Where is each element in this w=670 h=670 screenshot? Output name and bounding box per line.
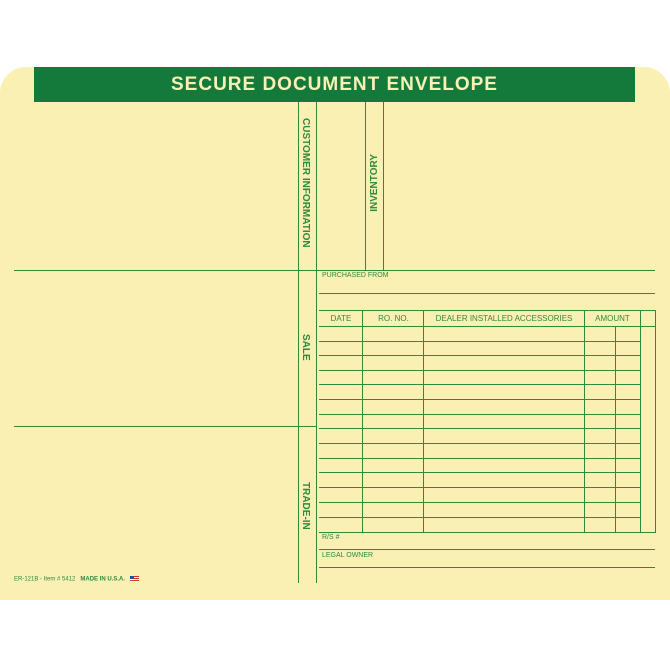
table-outer-right [655, 310, 656, 533]
divider-inventory-left [365, 102, 366, 270]
customer-information-label: CUSTOMER INFORMATION [300, 118, 311, 248]
divider-vertical-right [316, 102, 317, 583]
rs-number-label: R/S # [322, 534, 340, 541]
table-row-line [319, 502, 641, 503]
envelope-title: SECURE DOCUMENT ENVELOPE [34, 67, 635, 102]
us-flag-icon [130, 576, 139, 582]
table-row-line [319, 443, 641, 444]
divider-sale-top [14, 270, 655, 271]
divider-trade-top [14, 426, 316, 427]
trade-in-label: TRADE-IN [300, 482, 311, 530]
column-header-amount: AMOUNT [595, 314, 630, 323]
column-header-date: DATE [330, 314, 352, 323]
table-col-divider [362, 310, 363, 533]
rs-number-line [319, 549, 655, 550]
table-col-divider [423, 310, 424, 533]
legal-owner-line [319, 567, 655, 568]
table-row-line [319, 517, 641, 518]
table-row-line [319, 472, 641, 473]
purchased-from-label: PURCHASED FROM [322, 272, 389, 279]
table-row-line [319, 487, 641, 488]
sale-label: SALE [300, 334, 311, 361]
table-top-line [319, 310, 655, 311]
table-row-line [319, 414, 641, 415]
table-row-line [319, 428, 641, 429]
purchased-from-line [319, 293, 655, 294]
table-row-line [319, 370, 641, 371]
made-in-label: MADE IN U.S.A. [80, 576, 126, 583]
column-header-accessories: DEALER INSTALLED ACCESSORIES [435, 314, 573, 323]
table-header-line [319, 326, 655, 327]
table-row-line [319, 355, 641, 356]
item-code: ER-121B - Item # 5412 [14, 576, 76, 583]
divider-inventory-right [383, 102, 384, 270]
legal-owner-label: LEGAL OWNER [322, 552, 374, 559]
table-row-line [319, 341, 641, 342]
footer-imprint [14, 576, 139, 583]
table-col-divider [584, 310, 585, 533]
envelope [0, 67, 670, 600]
table-bottom-line [319, 532, 655, 533]
column-header-ro-no: RO. NO. [378, 314, 409, 323]
table-row-line [319, 399, 641, 400]
table-col-divider [640, 310, 641, 533]
table-row-line [319, 458, 641, 459]
divider-vertical-left [298, 102, 299, 583]
table-row-line [319, 384, 641, 385]
inventory-label: INVENTORY [369, 154, 380, 212]
